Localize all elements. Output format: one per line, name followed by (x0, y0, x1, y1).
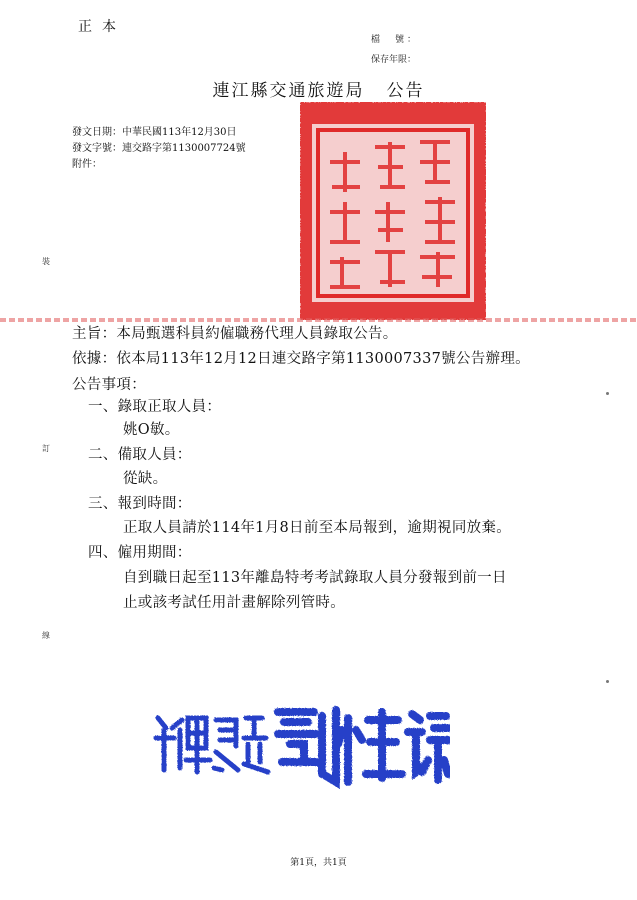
file-number-label: 檔 號： (371, 35, 420, 45)
official-seal (300, 102, 486, 320)
binding-mark-bind: 裝 (42, 257, 50, 266)
scan-speck (606, 680, 609, 683)
basis-line: 依據：依本局113年12月12日連交路字第1130007337號公告辦理。 (72, 351, 530, 367)
item-heading: 二、備取人員： (88, 447, 192, 463)
document-title (0, 76, 637, 101)
item-text: 止或該考試任用計畫解除列管時。 (123, 595, 345, 611)
original-copy-mark: 正本 (78, 19, 126, 35)
page-number: 第1頁，共1頁 (290, 858, 347, 868)
announcement-heading: 公告事項： (72, 377, 146, 393)
issue-number: 發文字號：連交路字第1130007724號 (72, 143, 246, 154)
subject-line: 主旨：本局甄選科員約僱職務代理人員錄取公告。 (72, 326, 398, 342)
agency-name: 連江縣交通旅遊局 (212, 81, 365, 101)
item-text: 自到職日起至113年離島特考考試錄取人員分發報到前一日 (123, 570, 507, 586)
attachment-label: 附件： (72, 159, 102, 170)
scan-speck (606, 392, 609, 395)
item-heading: 一、錄取正取人員： (88, 399, 222, 415)
retention-period-label: 保存年限： (371, 55, 417, 65)
item-text: 姚O敏。 (123, 422, 180, 438)
binding-mark-staple: 訂 (42, 444, 50, 453)
signature-stamp (150, 700, 450, 790)
item-text: 正取人員請於114年1月8日前至本局報到，逾期視同放棄。 (123, 520, 512, 536)
document-type: 公告 (386, 81, 425, 101)
issue-date: 發文日期：中華民國113年12月30日 (72, 127, 237, 138)
item-heading: 三、報到時間： (88, 496, 192, 512)
item-heading: 四、僱用期間： (88, 545, 192, 561)
binding-mark-line: 線 (42, 631, 50, 640)
item-text: 從缺。 (123, 471, 168, 487)
